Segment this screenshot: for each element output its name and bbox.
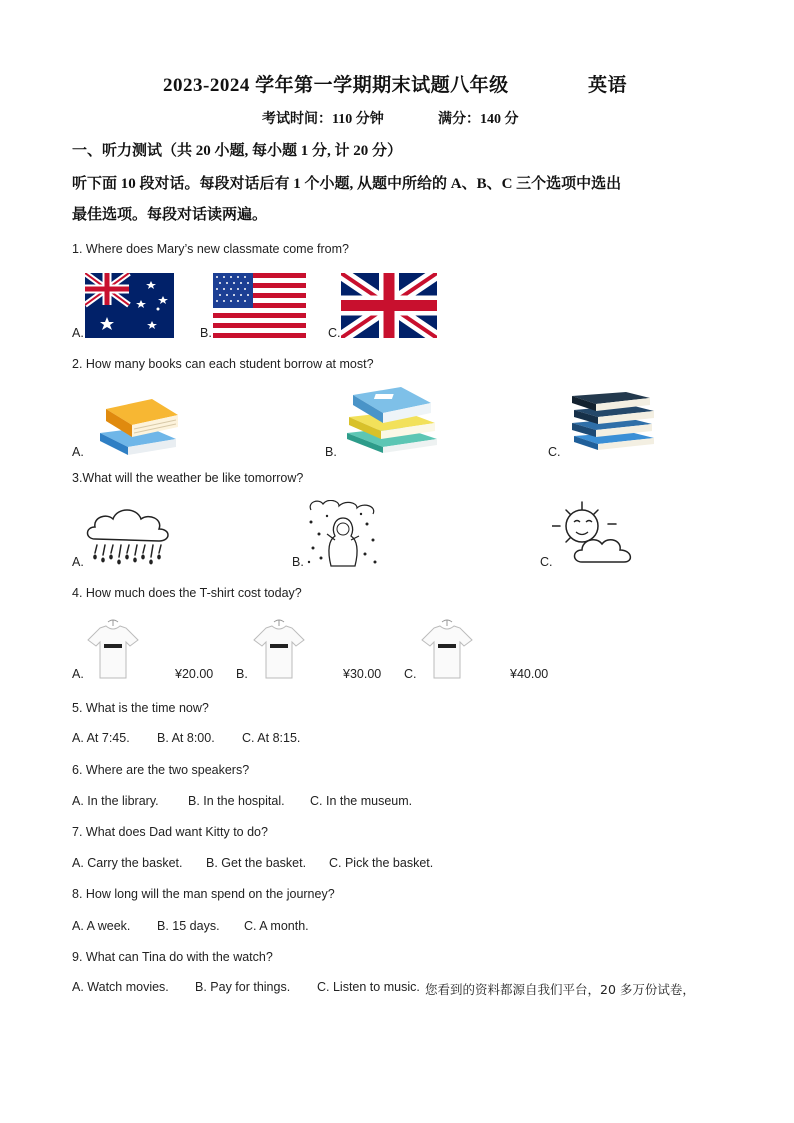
four-books-icon: [570, 390, 656, 452]
q5-option-c: C. At 8:15.: [242, 731, 301, 745]
three-books-icon: [343, 385, 441, 455]
q6-option-a: A. In the library.: [72, 794, 159, 808]
q9-option-c: C. Listen to music.: [317, 980, 420, 994]
q2-label-b: B.: [325, 445, 337, 459]
q4-label-c: C.: [404, 667, 417, 681]
two-books-icon: [96, 395, 182, 457]
australia-flag-icon: [85, 273, 174, 338]
exam-title: 2023-2024 学年第一学期期末试题八年级: [163, 75, 509, 96]
q3-label-b: B.: [292, 555, 304, 569]
q8-option-c: C. A month.: [244, 919, 309, 933]
rain-cloud-icon: [83, 505, 173, 567]
question-4: 4. How much does the T-shirt cost today?: [72, 586, 302, 600]
tshirt-icon: [418, 618, 476, 680]
section-heading: 一、听力测试（共 20 小题, 每小题 1 分, 计 20 分）: [72, 143, 403, 159]
question-8: 8. How long will the man spend on the journey?: [72, 887, 335, 901]
uk-flag-icon: [341, 273, 437, 338]
instruction-line-2: 最佳选项。每段对话读两遍。: [72, 207, 268, 223]
tshirt-icon: [250, 618, 308, 680]
q4-price-a: ¥20.00: [175, 667, 214, 681]
q6-option-c: C. In the museum.: [310, 794, 413, 808]
q4-label-b: B.: [236, 667, 248, 681]
question-6: 6. Where are the two speakers?: [72, 763, 250, 777]
q9-option-b: B. Pay for things.: [195, 980, 291, 994]
q4-label-a: A.: [72, 667, 84, 681]
q8-option-b: B. 15 days.: [157, 919, 220, 933]
q8-option-a: A. A week.: [72, 919, 131, 933]
subject-label: 英语: [588, 75, 628, 96]
watermark-text: 您看到的资料都源自我们平台，20 多万份试卷，: [425, 982, 695, 997]
question-5: 5. What is the time now?: [72, 701, 209, 715]
question-3: 3.What will the weather be like tomorrow?: [72, 471, 304, 485]
exam-time: 考试时间：110 分钟: [262, 112, 384, 127]
question-9: 9. What can Tina do with the watch?: [72, 950, 273, 964]
q3-label-c: C.: [540, 555, 553, 569]
q4-price-c: ¥40.00: [510, 667, 549, 681]
q7-option-a: A. Carry the basket.: [72, 856, 183, 870]
q1-label-b: B.: [200, 326, 212, 340]
q5-option-a: A. At 7:45.: [72, 731, 130, 745]
sun-cloud-icon: [552, 500, 636, 568]
question-2: 2. How many books can each student borrow at most?: [72, 357, 374, 371]
q2-label-a: A.: [72, 445, 84, 459]
q1-label-a: A.: [72, 326, 84, 340]
q2-label-c: C.: [548, 445, 561, 459]
q4-price-b: ¥30.00: [343, 667, 382, 681]
q1-label-c: C.: [328, 326, 341, 340]
instruction-line-1: 听下面 10 段对话。每段对话后有 1 个小题, 从题中所给的 A、B、C 三个选项中选出: [72, 176, 622, 192]
q3-label-a: A.: [72, 555, 84, 569]
q7-option-b: B. Get the basket.: [206, 856, 307, 870]
tshirt-icon: [84, 618, 142, 680]
q6-option-b: B. In the hospital.: [188, 794, 285, 808]
q7-option-c: C. Pick the basket.: [329, 856, 434, 870]
snow-person-icon: [305, 500, 380, 568]
question-7: 7. What does Dad want Kitty to do?: [72, 825, 268, 839]
question-1: 1. Where does Mary’s new classmate come from?: [72, 242, 349, 256]
full-score: 满分：140 分: [438, 112, 519, 127]
usa-flag-icon: [213, 273, 306, 338]
q5-option-b: B. At 8:00.: [157, 731, 215, 745]
q9-option-a: A. Watch movies.: [72, 980, 169, 994]
